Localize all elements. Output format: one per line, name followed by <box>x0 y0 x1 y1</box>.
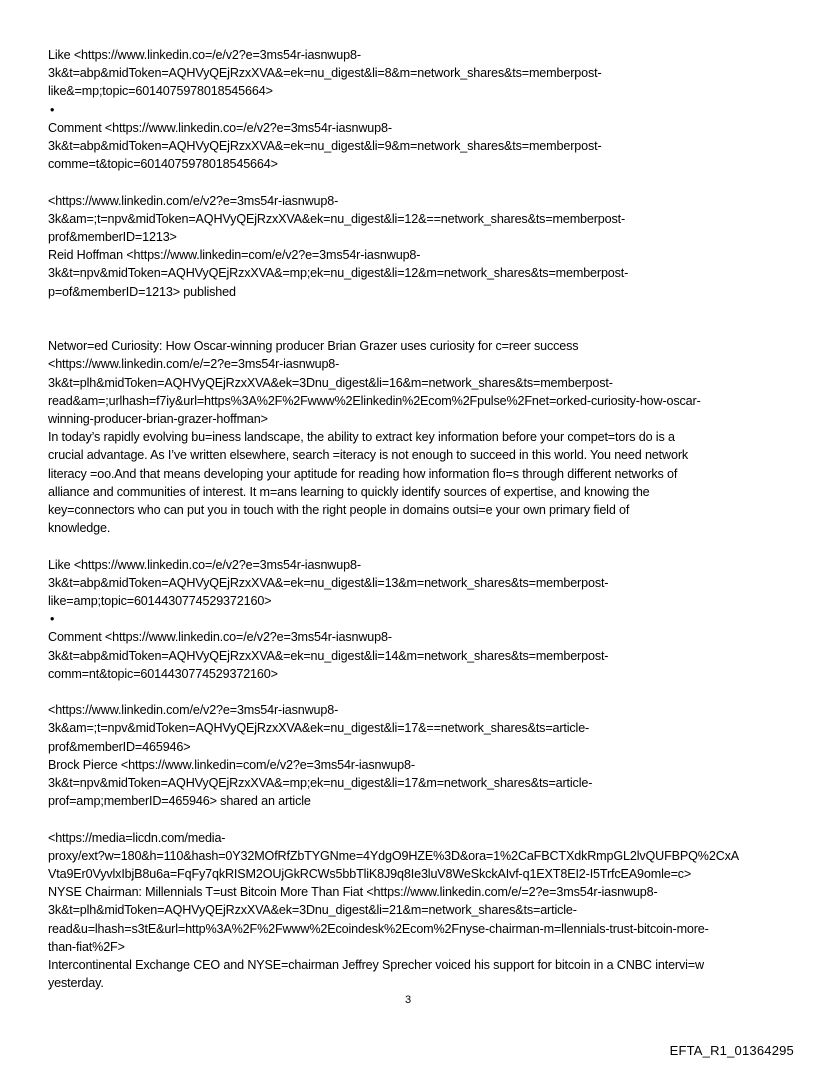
email-body <box>48 46 776 992</box>
text-line: Vta9Er0VyvlxIbjB8u6a=FqFy7qkRISM2OUjGkRCWs5bbTliK8J9q8Ie3luV8WeSkckAIvf-q1EXT8EI2-I5TrfcEA9omle=c> <box>48 867 692 882</box>
text-line: 3k&t=abp&midToken=AQHVyQEjRzxXVA&=ek=nu_digest&li=14&m=network_shares&ts=memberpost- <box>48 648 609 663</box>
text-line: Like <https://www.linkedin.co=/e/v2?e=3ms54r-iasnwup8- <box>48 557 361 572</box>
text-line: p=of&memberID=1213> published <box>48 284 236 299</box>
text-line: Networ=ed Curiosity: How Oscar-winning producer Brian Grazer uses curiosity for c=reer success <box>48 339 579 354</box>
shared-article-summary <box>48 956 776 992</box>
text-line: <https://www.linkedin.com/e/=2?e=3ms54r-iasnwup8- <box>48 357 340 372</box>
text-line: 3k&t=npv&midToken=AQHVyQEjRzxXVA&=mp;ek=nu_digest&li=12&m=network_shares&ts=memberpost- <box>48 266 629 281</box>
text-line: Intercontinental Exchange CEO and NYSE=chairman Jeffrey Sprecher voiced his support for bitcoin in a CNBC intervi=w <box>48 958 704 973</box>
text-line: literacy =oo.And that means developing your aptitude for reading how information flo=s through different networks of <box>48 466 678 481</box>
text-line: read&am=;urlhash=f7iy&url=https%3A%2F%2Fwww%2Elinkedin%2Ecom%2Fpulse%2Fnet=orked-curiosity-how-oscar- <box>48 393 701 408</box>
text-line: prof&memberID=1213> <box>48 230 177 245</box>
text-line: Brock Pierce <https://www.linkedin=com/e/v2?e=3ms54r-iasnwup8- <box>48 757 415 772</box>
text-line: <https://www.linkedin.com/e/v2?e=3ms54r-iasnwup8- <box>48 193 339 208</box>
text-line: 3k&am=;t=npv&midToken=AQHVyQEjRzxXVA&ek=nu_digest&li=17&==network_shares&ts=article- <box>48 721 590 736</box>
text-line: <https://www.linkedin.com/e/v2?e=3ms54r-iasnwup8- <box>48 703 339 718</box>
like-link[interactable] <box>48 46 776 101</box>
text-line: like=amp;topic=6014430774529372160> <box>48 594 272 609</box>
text-line: 3k&t=npv&midToken=AQHVyQEjRzxXVA&=mp;ek=nu_digest&li=17&m=network_shares&ts=article- <box>48 776 593 791</box>
text-line: NYSE Chairman: Millennials T=ust Bitcoin More Than Fiat <https://www.linkedin.com/e/=2?e=3ms54r-iasnwup8- <box>48 885 658 900</box>
text-line: Comment <https://www.linkedin.co=/e/v2?e=3ms54r-iasnwup8- <box>48 630 392 645</box>
profile-link[interactable] <box>48 192 776 247</box>
text-line: key=connectors who can put you in touch with the right people in domains outsi=e your own primary field of <box>48 503 630 518</box>
text-line: proxy/ext?w=180&h=110&hash=0Y32MOfRfZbTYGNme=4YdgO9HZE%3D&ora=1%2CaFBCTXdkRmpGL2lvQUFBPQ%2CxA <box>48 848 740 863</box>
text-line: comme=t&topic=6014075978018545664> <box>48 157 278 172</box>
text-line: knowledge. <box>48 521 111 536</box>
text-line: Reid Hoffman <https://www.linkedin=com/e/v2?e=3ms54r-iasnwup8- <box>48 248 421 263</box>
text-line: prof=amp;memberID=465946> shared an article <box>48 794 311 809</box>
text-line: 3k&t=abp&midToken=AQHVyQEjRzxXVA&=ek=nu_digest&li=8&m=network_shares&ts=memberpost- <box>48 66 602 81</box>
page-number: 3 <box>404 994 412 1006</box>
text-line: like&=mp;topic=6014075978018545664> <box>48 84 273 99</box>
author-line[interactable] <box>48 246 776 301</box>
text-line: 3k&am=;t=npv&midToken=AQHVyQEjRzxXVA&ek=nu_digest&li=12&==network_shares&ts=memberpost- <box>48 211 626 226</box>
article-excerpt <box>48 428 776 537</box>
text-line: 3k&t=plh&midToken=AQHVyQEjRzxXVA&ek=3Dnu_digest&li=16&m=network_shares&ts=memberpost- <box>48 375 613 390</box>
text-line: crucial advantage. As I’ve written elsewhere, search =iteracy is not enough to succeed in this world. You need network <box>48 448 689 463</box>
author-line[interactable] <box>48 756 776 811</box>
text-line: read&u=lhash=s3tE&url=http%3A%2F%2Fwww%2Ecoindesk%2Ecom%2Fnyse-chairman-m=llennials-trust-bitcoin-more- <box>48 921 709 936</box>
shared-image-link[interactable] <box>48 829 776 884</box>
text-line: Like <https://www.linkedin.co=/e/v2?e=3ms54r-iasnwup8- <box>48 48 361 62</box>
text-line: than-fiat%2F> <box>48 939 125 954</box>
shared-article-headline-link[interactable] <box>48 883 776 956</box>
comment-link[interactable] <box>48 628 776 683</box>
text-line: alliance and communities of interest. It m=ans learning to quickly identify sources of expertise, and knowing the <box>48 484 650 499</box>
bullet-separator: • <box>50 102 55 117</box>
text-line: comm=nt&topic=6014430774529372160> <box>48 666 278 681</box>
text-line: 3k&t=abp&midToken=AQHVyQEjRzxXVA&=ek=nu_digest&li=9&m=network_shares&ts=memberpost- <box>48 139 602 154</box>
text-line: Comment <https://www.linkedin.co=/e/v2?e=3ms54r-iasnwup8- <box>48 120 392 135</box>
like-link[interactable] <box>48 556 776 611</box>
article-title-link[interactable] <box>48 337 776 428</box>
text-line: <https://media=licdn.com/media- <box>48 830 226 845</box>
text-line: 3k&t=abp&midToken=AQHVyQEjRzxXVA&=ek=nu_digest&li=13&m=network_shares&ts=memberpost- <box>48 575 609 590</box>
bates-number: EFTA_R1_01364295 <box>669 1043 794 1058</box>
profile-link[interactable] <box>48 701 776 756</box>
comment-link[interactable] <box>48 119 776 174</box>
text-line: In today’s rapidly evolving bu=iness landscape, the ability to extract key information before your compet=tors do is a <box>48 430 675 445</box>
text-line: yesterday. <box>48 976 104 991</box>
bullet-separator: • <box>50 612 55 627</box>
text-line: prof&memberID=465946> <box>48 739 191 754</box>
text-line: 3k&t=plh&midToken=AQHVyQEjRzxXVA&ek=3Dnu_digest&li=21&m=network_shares&ts=article- <box>48 903 577 918</box>
text-line: winning-producer-brian-grazer-hoffman> <box>48 412 268 427</box>
